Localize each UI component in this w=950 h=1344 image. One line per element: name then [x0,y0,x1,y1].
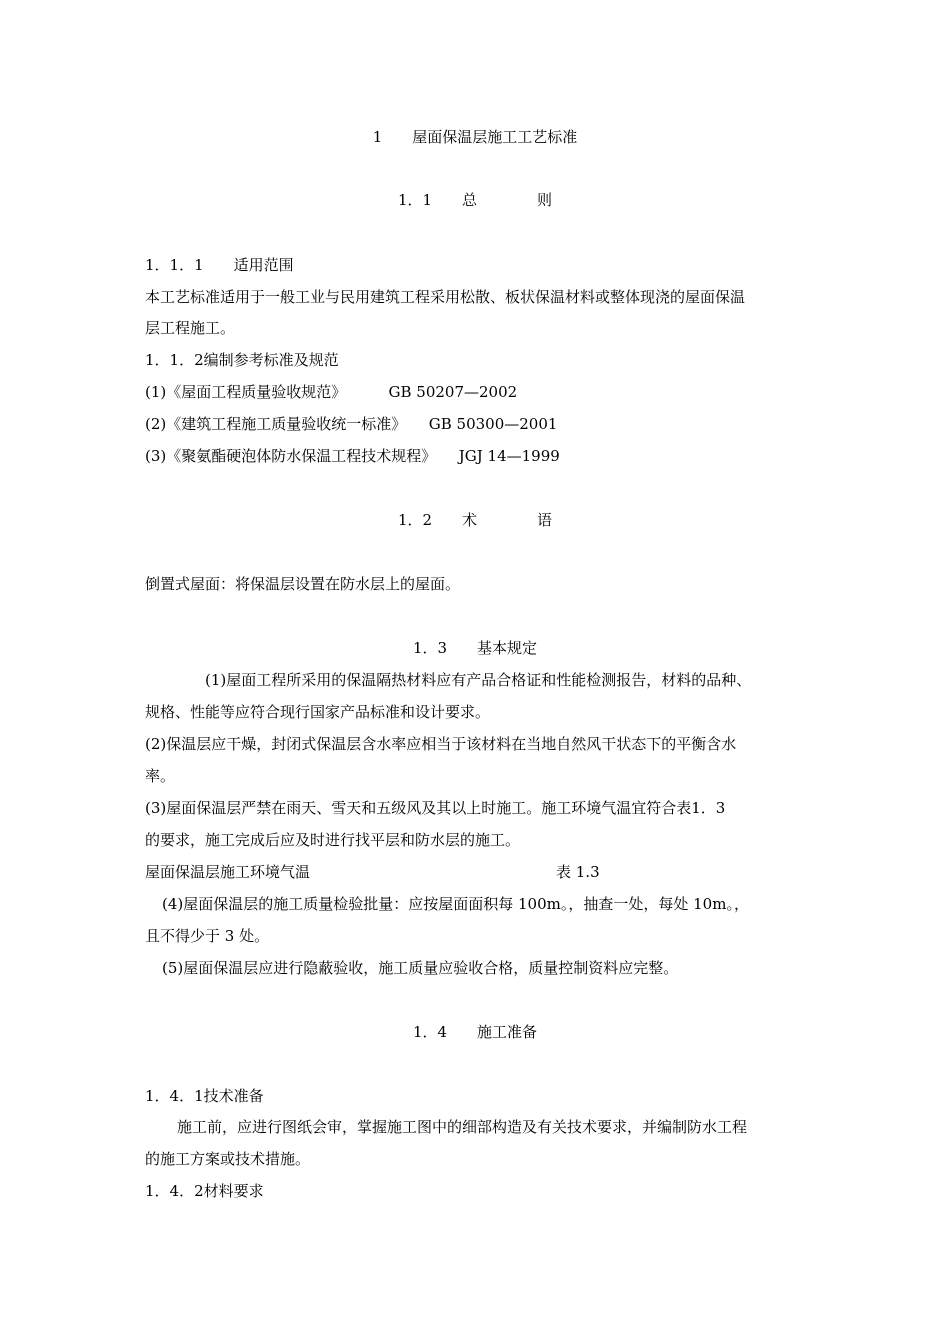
paragraph-line: 层工程施工。 [145,319,236,337]
section-heading-preparation: 1．4 施工准备 [412,1023,538,1041]
paragraph-line: 且不得少于 3 处。 [145,927,270,945]
paragraph-line: 率。 [145,767,176,785]
paragraph-line: 施工前，应进行图纸会审，掌握施工图中的细部构造及有关技术要求，并编制防水工程 [177,1118,748,1136]
table-caption: 屋面保温层施工环境气温 [145,863,311,881]
paragraph-line: 的施工方案或技术措施。 [145,1150,311,1168]
reference-item: (3)《聚氨酯硬泡体防水保温工程技术规程》 JGJ 14—1999 [145,447,560,465]
paragraph-line: (3)屋面保温层严禁在雨天、雪天和五级风及其以上时施工。施工环境气温宜符合表1．3 [145,799,726,817]
reference-item: (2)《建筑工程施工质量验收统一标准》 GB 50300—2001 [145,415,558,433]
subsection-heading-materials: 1．4．2材料要求 [145,1182,264,1200]
subsection-heading-scope: 1．1．1 适用范围 [145,256,294,274]
paragraph-line: 倒置式屋面：将保温层设置在防水层上的屋面。 [145,575,461,593]
section-heading-terms: 1．2 术 语 [397,511,553,529]
page-title: 1 屋面保温层施工工艺标准 [372,128,578,146]
section-heading-general: 1．1 总 则 [397,191,553,209]
section-heading-basic-rules: 1．3 基本规定 [412,639,538,657]
reference-item: (1)《屋面工程质量验收规范》 GB 50207—2002 [145,383,518,401]
subsection-heading-technical: 1．4．1技术准备 [145,1087,264,1105]
paragraph-line: 的要求，施工完成后应及时进行找平层和防水层的施工。 [145,831,521,849]
table-number: 表 1.3 [556,863,600,881]
paragraph-line: (4)屋面保温层的施工质量检验批量：应按屋面面积每 100m。，抽查一处，每处 10m。， [162,895,749,913]
paragraph-line: (1)屋面工程所采用的保温隔热材料应有产品合格证和性能检测报告，材料的品种、 [205,671,752,689]
paragraph-line: (2)保温层应干燥，封闭式保温层含水率应相当于该材料在当地自然风干状态下的平衡含水 [145,735,737,753]
paragraph-line: (5)屋面保温层应进行隐蔽验收，施工质量应验收合格，质量控制资料应完整。 [162,959,679,977]
subsection-heading-references: 1．1．2编制参考标准及规范 [145,351,339,369]
paragraph-line: 规格、性能等应符合现行国家产品标准和设计要求。 [145,703,491,721]
paragraph-line: 本工艺标准适用于一般工业与民用建筑工程采用松散、板状保温材料或整体现浇的屋面保温 [145,288,746,306]
